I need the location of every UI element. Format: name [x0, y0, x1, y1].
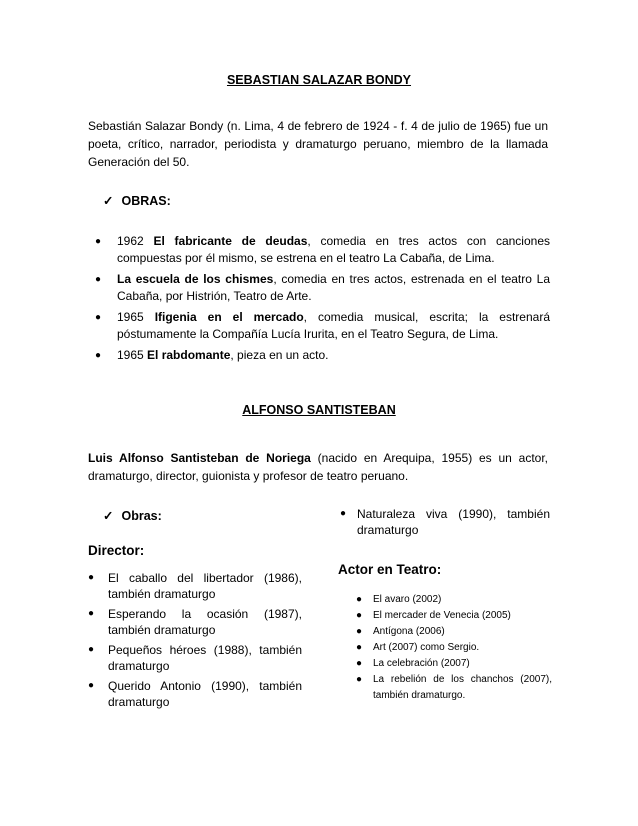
bio-paragraph [88, 449, 548, 485]
bullet-icon: ● [88, 608, 95, 619]
bullet-icon: ● [356, 658, 363, 669]
list-item [340, 506, 550, 538]
work-description: , comedia en tres actos con canciones compuestas por él mismo, se estrena en el teatro La Cabaña, de Lima. [117, 234, 550, 265]
bullet-icon: ● [88, 644, 95, 655]
works-heading [103, 508, 162, 523]
work-description: , pieza en un acto. [230, 348, 329, 362]
bio-text: (nacido en Arequipa, 1955) es un actor, dramaturgo, director, guionista y profesor de teatro peruano. [88, 451, 549, 483]
work-title: El rabdomante [147, 348, 231, 362]
work-description: , comedia en tres actos, estrenada en el teatro La Cabaña, por Histrión, Teatro de Arte. [117, 272, 550, 303]
bullet-icon: ● [356, 642, 363, 653]
check-mark-icon: ✓ [103, 194, 114, 208]
list-item-text: El mercader de Venecia (2005) [373, 610, 511, 621]
dramaturgo-list [340, 506, 550, 538]
actor-heading: Actor en Teatro: [338, 562, 442, 577]
section-title: ALFONSO SANTISTEBAN [242, 403, 396, 417]
bullet-icon: ● [95, 350, 102, 361]
works-heading [103, 193, 171, 208]
list-item [356, 608, 552, 624]
list-item [95, 347, 550, 364]
bullet-icon: ● [88, 572, 95, 583]
list-item [88, 570, 302, 602]
section-title: SEBASTIAN SALAZAR BONDY [226, 73, 412, 87]
list-item-text: Pequeños héroes (1988), también dramaturgo [108, 643, 302, 673]
work-description: , comedia musical, escrita; la estrenará póstumamente la Compañía Lucía Irurita, en el Teatro Segura, de Lima. [117, 310, 550, 341]
actor-theater-list [356, 592, 552, 704]
bullet-icon: ● [95, 236, 102, 247]
work-year: 1965 [117, 348, 148, 362]
list-item-text: Antígona (2006) [373, 626, 445, 637]
list-item [356, 656, 552, 672]
bio-paragraph: Sebastián Salazar Bondy (n. Lima, 4 de febrero de 1924 - f. 4 de julio de 1965) fue un poeta, crítico, narrador, periodista y dramaturgo peruano, miembro de la llamada Generación del 50. [88, 119, 548, 169]
works-list [95, 233, 550, 368]
check-mark-icon: ✓ [103, 509, 114, 523]
list-item-text: El avaro (2002) [373, 594, 442, 605]
list-item-text: Art (2007) como Sergio. [373, 642, 480, 653]
director-heading: Director: [88, 543, 145, 558]
work-title: La escuela de los chismes [117, 272, 274, 286]
list-item-text: Querido Antonio (1990), también dramaturgo [108, 679, 302, 709]
work-title: El fabricante de deudas [153, 234, 308, 248]
bullet-icon: ● [88, 680, 95, 691]
list-item-text: El caballo del libertador (1986), también dramaturgo [108, 571, 302, 601]
list-item [356, 624, 552, 640]
works-heading-label: Obras: [121, 509, 162, 523]
bullet-icon: ● [356, 594, 363, 605]
list-item [356, 640, 552, 656]
list-item [356, 672, 552, 704]
list-item [88, 678, 302, 710]
list-item-text: La celebración (2007) [373, 658, 470, 669]
work-title: Ifigenia en el mercado [154, 310, 304, 324]
bullet-icon: ● [95, 274, 102, 285]
bullet-icon: ● [340, 508, 347, 519]
list-item [88, 606, 302, 638]
list-item [95, 233, 550, 267]
director-list [88, 570, 302, 714]
bullet-icon: ● [356, 610, 363, 621]
list-item-text: Naturaleza viva (1990), también dramaturgo [357, 507, 550, 537]
list-item [88, 642, 302, 674]
list-item-text: La rebelión de los chanchos (2007), también dramaturgo. [373, 674, 552, 701]
works-heading-label: OBRAS: [121, 194, 171, 208]
list-item [95, 309, 550, 343]
work-year: 1965 [117, 310, 155, 324]
bio-name: Luis Alfonso Santisteban de Noriega [88, 451, 311, 465]
list-item-text: Esperando la ocasión (1987), también dramaturgo [108, 607, 302, 637]
bullet-icon: ● [356, 626, 363, 637]
work-year: 1962 [117, 234, 154, 248]
bullet-icon: ● [356, 674, 363, 685]
list-item [356, 592, 552, 608]
list-item [95, 271, 550, 305]
bullet-icon: ● [95, 312, 102, 323]
